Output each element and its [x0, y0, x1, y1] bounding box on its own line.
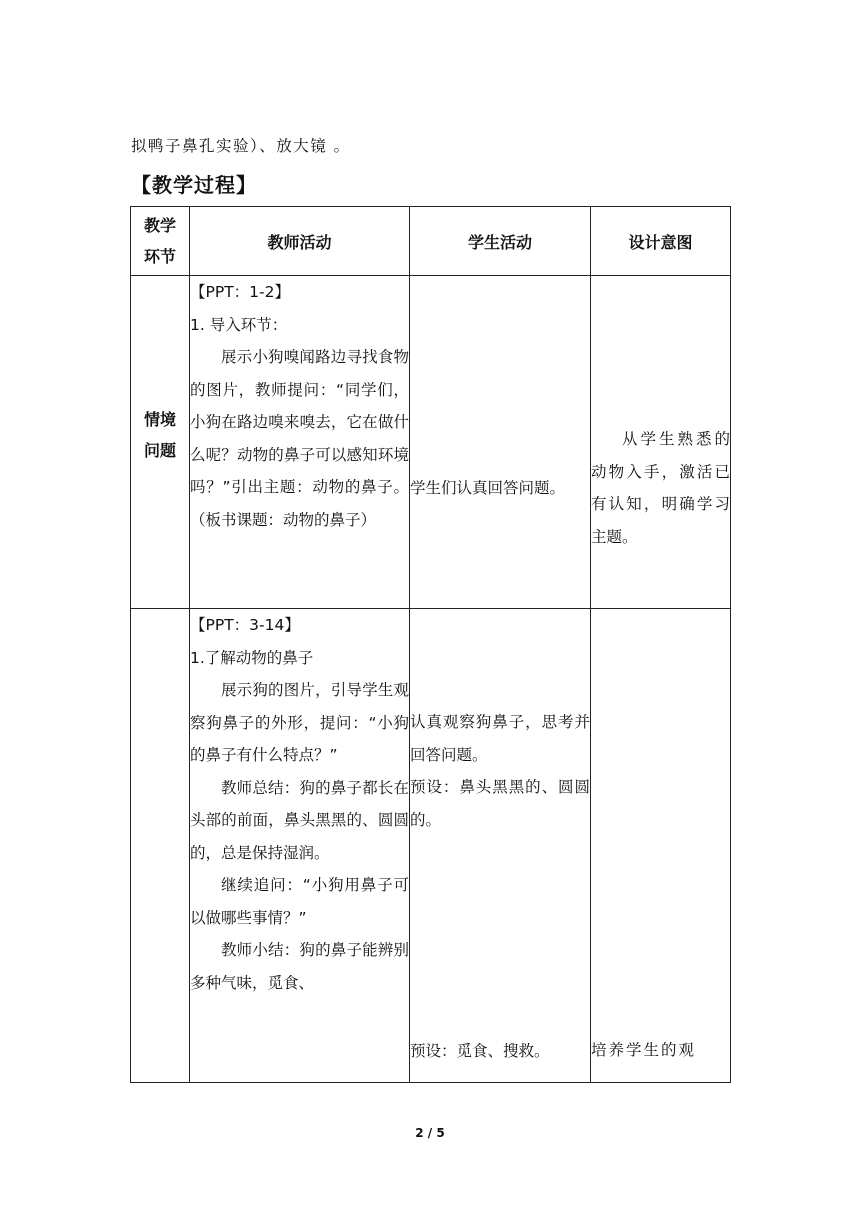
teacher-paragraph: 继续追问：“小狗用鼻子可以做哪些事情？” [190, 876, 409, 927]
stage-line1: 情境 [143, 410, 176, 429]
design-intent-cell [591, 276, 731, 609]
ppt-ref: 【PPT：1-2】 [190, 283, 290, 301]
header-stage-line2: 环节 [143, 247, 176, 266]
stage-cell [131, 609, 190, 1083]
design-text: 培养学生的观 [591, 1041, 697, 1059]
header-student-activity: 学生活动 [410, 207, 591, 276]
intro-text: 拟鸭子鼻孔实验）、放大镜 。 [131, 137, 351, 155]
teacher-paragraph: 教师总结：狗的鼻子都长在头部的前面，鼻头黑黑的、圆圆的，总是保持湿润。 [190, 778, 409, 862]
table-row [131, 609, 731, 1083]
student-activity-cell [410, 276, 591, 609]
table-header-row [131, 207, 731, 276]
table-row [131, 276, 731, 609]
ppt-ref: 【PPT：3-14】 [190, 616, 300, 634]
stage-cell [131, 276, 190, 609]
page-number: 2 / 5 [415, 1126, 445, 1140]
step-heading: 1.了解动物的鼻子 [190, 648, 314, 667]
student-text: 学生们认真回答问题。 [410, 479, 566, 497]
header-design-intent: 设计意图 [591, 207, 731, 276]
design-text: 从学生熟悉的动物入手，激活已有认知，明确学习主题。 [591, 430, 730, 546]
student-text: 预设：觅食、搜救。 [410, 1042, 550, 1060]
header-stage-line1: 教学 [143, 216, 176, 235]
stage-line2: 问题 [143, 441, 176, 460]
student-text: 认真观察狗鼻子，思考并回答问题。 [410, 713, 590, 764]
teacher-activity-cell [190, 276, 410, 609]
design-intent-cell [591, 609, 731, 1083]
teacher-paragraph: 展示小狗嗅闻路边寻找食物的图片，教师提问：“同学们，小狗在路边嗅来嗅去，它在做什么呢？动物的鼻子可以感知环境吗？”引出主题：动物的鼻子。（板书课题：动物的鼻子） [190, 348, 409, 529]
header-stage [131, 207, 190, 276]
header-teacher-activity: 教师活动 [190, 207, 410, 276]
teaching-process-table [130, 206, 731, 1083]
step-heading: 1. 导入环节： [190, 315, 288, 334]
section-title: 【教学过程】 [131, 173, 257, 197]
student-text: 预设：鼻头黑黑的、圆圆的。 [410, 778, 590, 829]
teacher-activity-cell [190, 609, 410, 1083]
teacher-paragraph: 展示狗的图片，引导学生观察狗鼻子的外形，提问：“小狗的鼻子有什么特点？” [190, 681, 409, 764]
student-activity-cell [410, 609, 591, 1083]
teacher-paragraph: 教师小结：狗的鼻子能辨别多种气味，觅食、 [190, 941, 409, 992]
